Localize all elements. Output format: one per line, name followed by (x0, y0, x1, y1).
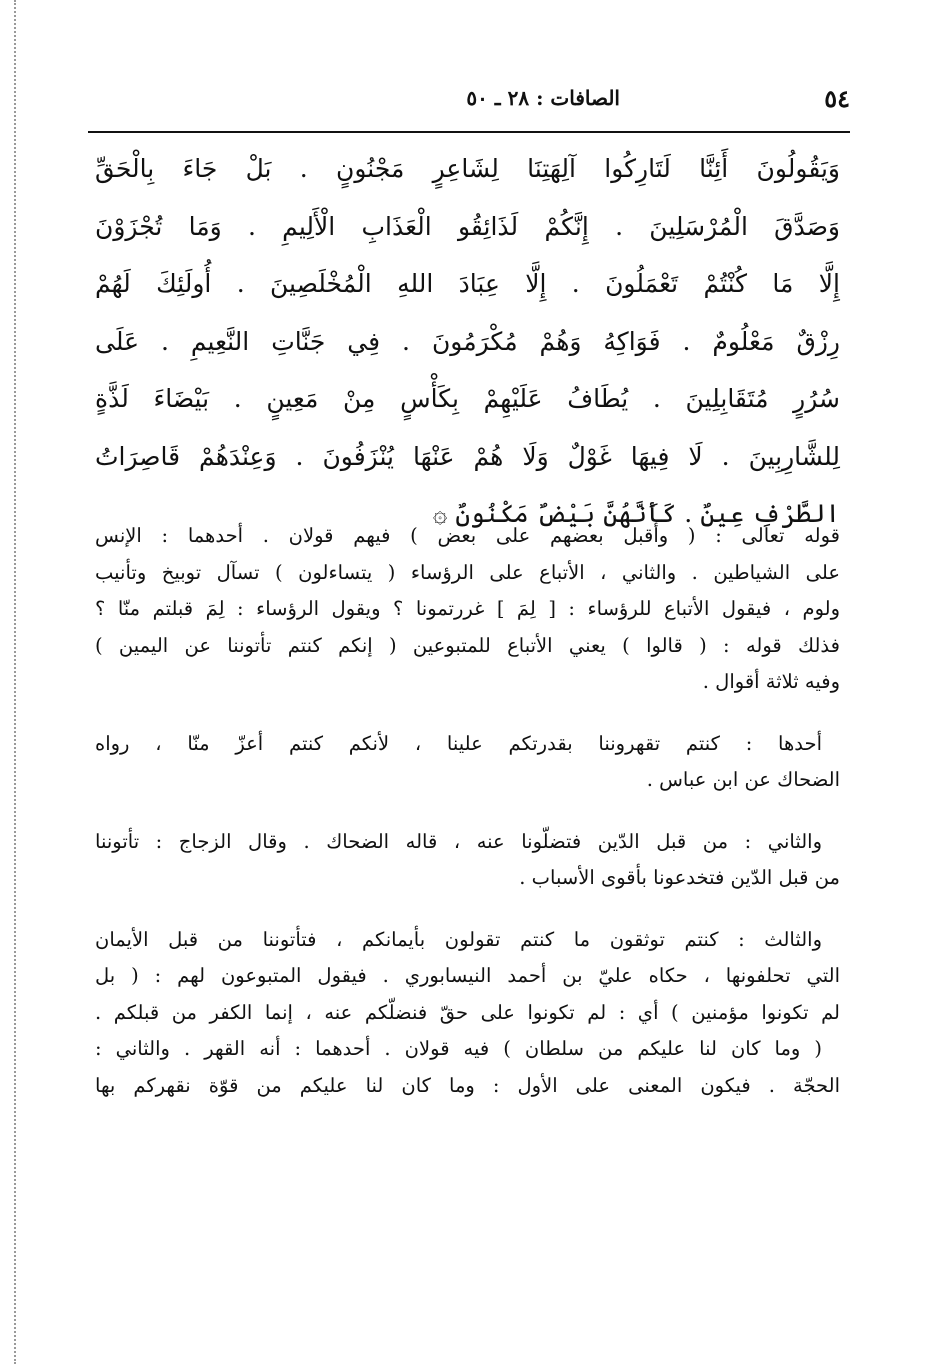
running-title: الصافات : ٢٨ ـ ٥٠ (466, 86, 620, 110)
page-number: ٥٤ (824, 84, 850, 113)
text-line: من قبل الدّين فتخدعونا بأقوى الأسباب . (519, 866, 840, 889)
quran-verses (95, 140, 840, 543)
quran-line: رِزْقٌ مَعْلُومٌ . فَوَاكِهُ وَهُمْ مُكْرَمُونَ . فِي جَنَّاتِ النَّعِيمِ . عَلَى (95, 326, 840, 356)
quran-line: سُرُرٍ مُتَقَابِلِينَ . يُطَافُ عَلَيْهِمْ بِكَأْسٍ مِنْ مَعِينٍ . بَيْضَاءَ لَذَّةٍ (95, 384, 840, 413)
text-line: على الشياطين . والثاني ، الأتباع على الرؤساء ( يتساءلون ) تسآل توبيخ وتأنيب (95, 560, 840, 584)
text-line: لم تكونوا مؤمنين ) أي : لم تكونوا على حقّ فنضلّكم عنه ، إنما الكفر من قبلكم . (95, 1000, 840, 1024)
text-line: وفيه ثلاثة أقوال . (702, 670, 840, 693)
paragraph (95, 824, 840, 897)
text-line: التي تحلفونها ، حكاه عليّ بن أحمد النيسابوري . فيقول المتبوعون لهم : ( بل (95, 964, 840, 987)
text-line: ولوم ، فيقول الأتباع للرؤساء : [ لِمَ ] غررتمونا ؟ ويقول الرؤساء : لِمَ قبلتم منّا ؟ (95, 597, 840, 620)
paragraph (95, 726, 840, 799)
quran-line: الطَّرْفِ عِينٌ . كَأَنَّهُنَّ بَيْضٌ مَكْنُونٌ ۞ (432, 499, 840, 528)
text-line: الحجّة . فيكون المعنى على الأول : وما كان لنا عليكم من قوّة نقهركم بها (95, 1073, 840, 1097)
text-line: فذلك قوله : ( قالوا ) يعني الأتباع للمتبوعين ( إنكم كنتم تأتوننا عن اليمين ) (95, 633, 840, 657)
paragraph (95, 922, 840, 1105)
text-line: ( وما كان لنا عليكم من سلطان ) فيه قولان . أحدهما : أنه القهر . والثاني : (95, 1037, 822, 1060)
text-line: قوله تعالى : ( وأقبل بعضهم على بعض ) فيهم قولان . أحدهما : الإنس (95, 524, 840, 547)
quran-line: وَصَدَّقَ الْمُرْسَلِينَ . إِنَّكُمْ لَذَائِقُو الْعَذَابِ الْأَلِيمِ . وَمَا تُجْزَوْنَ (95, 211, 840, 241)
quran-line: وَيَقُولُونَ أَئِنَّا لَتَارِكُوا آلِهَتِنَا لِشَاعِرٍ مَجْنُونٍ . بَلْ جَاءَ بِالْحَقِّ (95, 154, 840, 183)
quran-line: لِلشَّارِبِينَ . لَا فِيهَا غَوْلٌ وَلَا هُمْ عَنْهَا يُنْزَفُونَ . وَعِنْدَهُمْ قَاصِرَاتُ (95, 441, 840, 471)
header-rule (88, 131, 850, 133)
paragraph (95, 518, 840, 701)
binding-dotted-line (14, 0, 16, 1364)
text-line: والثاني : من قبل الدّين فتضلّونا عنه ، قاله الضحاك . وقال الزجاج : تأتوننا (95, 829, 822, 853)
quran-line: إِلَّا مَا كُنْتُمْ تَعْمَلُونَ . إِلَّا عِبَادَ اللهِ الْمُخْلَصِينَ . أُولَئِكَ لَهُمْ (95, 269, 840, 298)
text-line: والثالث : كنتم توثقون ما كنتم تقولون بأيمانكم ، فتأتوننا من قبل الأيمان (95, 927, 822, 951)
commentary-text (95, 518, 840, 1112)
text-line: الضحاك عن ابن عباس . (646, 768, 840, 791)
text-line: أحدها : كنتم تقهروننا بقدرتكم علينا ، لأنكم كنتم أعزّ منّا ، رواه (95, 731, 822, 755)
page-header (90, 84, 850, 124)
